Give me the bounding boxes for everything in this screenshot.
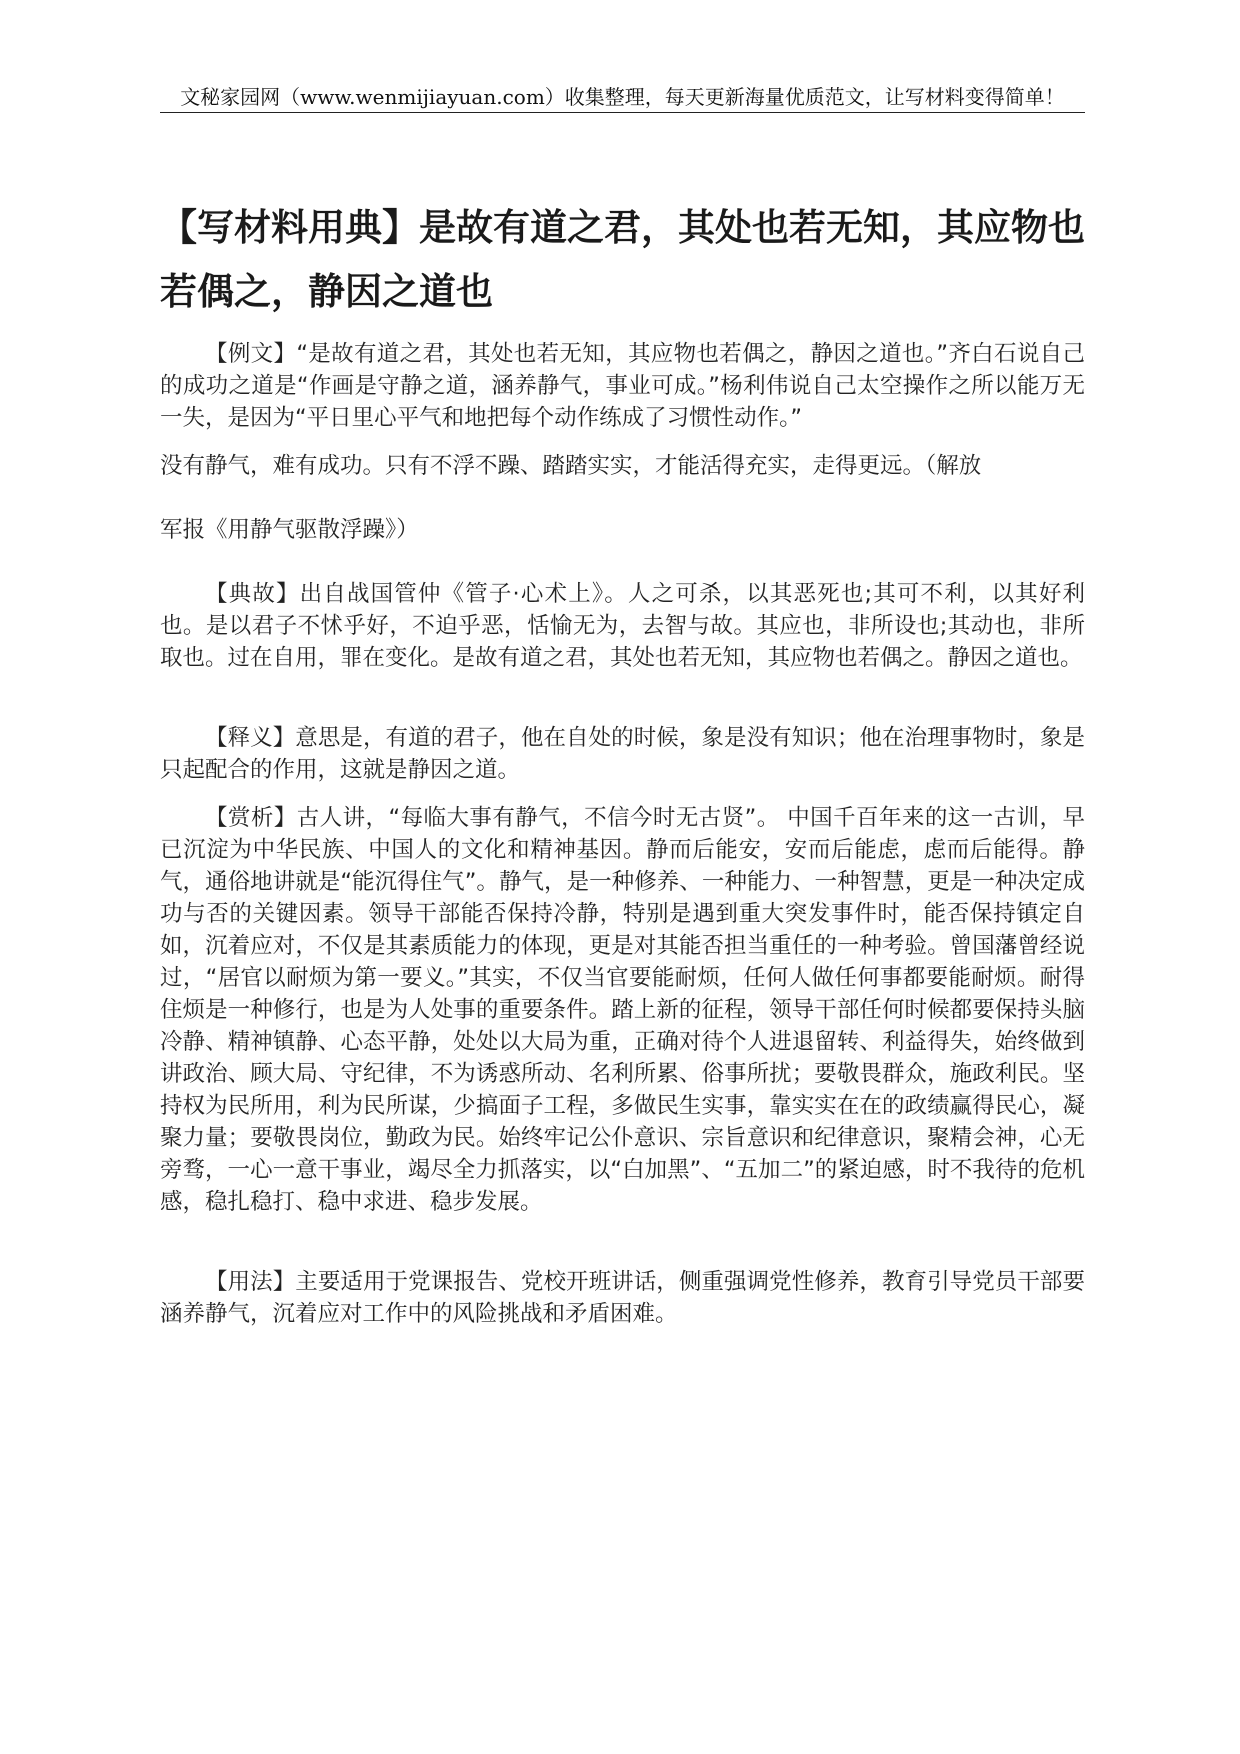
analysis-tag: 【赏析】 [205, 805, 297, 831]
example-line-3: 军报《用静气驱散浮躁》） [160, 517, 419, 543]
meaning-paragraph [160, 722, 1085, 786]
example-text: “是故有道之君，其处也若无知，其应物也若偶之，静因之道也。”齐白石说自己的成功之道是“作画是守静之道，涵养静气，事业可成。”杨利伟说自己太空操作之所以能万无一失，是因为“平日里心平气和地把每个动作练成了习惯性动作。” [160, 341, 1085, 431]
usage-paragraph [160, 1266, 1085, 1330]
meaning-tag: 【释义】 [205, 725, 296, 751]
page-header: 文秘家园网（www.wenmijiayuan.com）收集整理，每天更新海量优质范文，让写材料变得简单！ [180, 85, 1065, 109]
source-text: 出自战国管仲《管子·心术上》。人之可杀，以其恶死也;其可不利，以其好利也。是以君子不怵乎好，不迫乎恶，恬愉无为，去智与故。其应也，非所设也;其动也，非所取也。过在自用，罪在变化。是故有道之君，其处也若无知，其应物也若偶之。静因之道也。 [160, 581, 1085, 671]
usage-tag: 【用法】 [205, 1269, 296, 1295]
source-paragraph [160, 578, 1085, 674]
document-title: 【写材料用典】是故有道之君，其处也若无知，其应物也若偶之，静因之道也 [160, 206, 1085, 313]
example-tag: 【例文】 [205, 341, 297, 367]
meaning-text: 意思是，有道的君子，他在自处的时候，象是没有知识；他在治理事物时，象是只起配合的作用，这就是静因之道。 [160, 725, 1085, 783]
usage-text: 主要适用于党课报告、党校开班讲话，侧重强调党性修养，教育引导党员干部要涵养静气，沉着应对工作中的风险挑战和矛盾困难。 [160, 1269, 1085, 1327]
header-divider [160, 112, 1085, 113]
source-tag: 【典故】 [205, 581, 300, 607]
analysis-paragraph [160, 802, 1085, 1218]
example-paragraph [160, 338, 1085, 434]
example-line-2: 没有静气，难有成功。只有不浮不躁、踏踏实实，才能活得充实，走得更远。（解放 [160, 453, 982, 479]
analysis-text: 古人讲，“每临大事有静气，不信今时无古贤”。 中国千百年来的这一古训，早已沉淀为中华民族、中国人的文化和精神基因。静而后能安，安而后能虑，虑而后能得。静气，通俗地讲就是“能沉得住气”。静气，是一种修养、一种能力、一种智慧，更是一种决定成功与否的关键因素。领导干部能否保持冷静，特别是遇到重大突发事件时，能否保持镇定自如，沉着应对，不仅是其素质能力的体现，更是对其能否担当重任的一种考验。曾国藩曾经说过，“居官以耐烦为第一要义。”其实，不仅当官要能耐烦，任何人做任何事都要能耐烦。耐得住烦是一种修行，也是为人处事的重要条件。踏上新的征程，领导干部任何时候都要保持头脑冷静、精神镇静、心态平静，处处以大局为重，正确对待个人进退留转、利益得失，始终做到讲政治、顾大局、守纪律，不为诱惑所动、名利所累、俗事所扰；要敬畏群众，施政利民。坚持权为民所用，利为民所谋，少搞面子工程，多做民生实事，靠实实在在的政绩赢得民心，凝聚力量；要敬畏岗位，勤政为民。始终牢记公仆意识、宗旨意识和纪律意识，聚精会神，心无旁骛，一心一意干事业，竭尽全力抓落实，以“白加黑”、“五加二”的紧迫感，时不我待的危机感，稳扎稳打、稳中求进、稳步发展。 [160, 805, 1085, 1215]
